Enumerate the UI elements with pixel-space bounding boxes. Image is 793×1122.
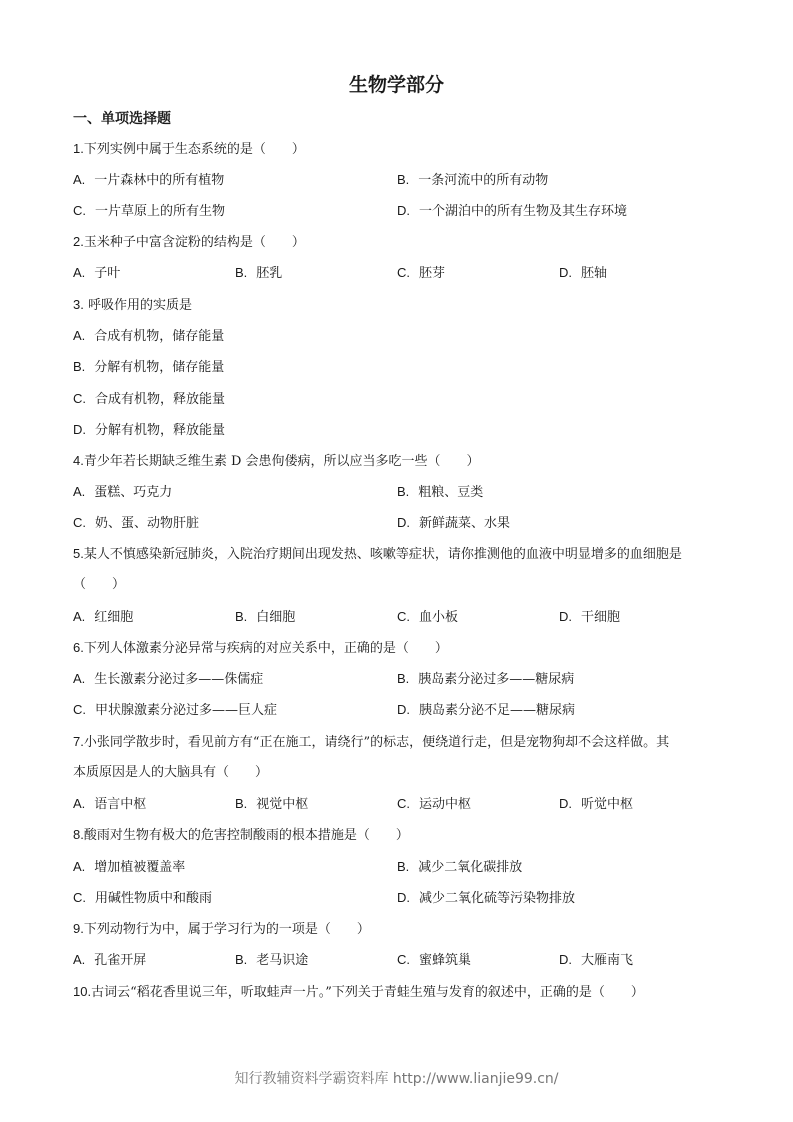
section-heading: 一、单项选择题 — [73, 111, 171, 127]
option-5a: A. 红细胞 — [73, 609, 134, 625]
question-4 — [73, 451, 723, 472]
question-text: 下列动物行为中，属于学习行为的一项是（ ） — [83, 922, 370, 937]
question-number: 4. — [73, 453, 84, 468]
option-7a: A. 语言中枢 — [73, 796, 147, 812]
option-5c: C. 血小板 — [397, 609, 459, 625]
question-1 — [73, 139, 723, 160]
option-2c: C. 胚芽 — [397, 265, 446, 281]
question-text: 玉米种子中富含淀粉的结构是（ ） — [83, 235, 305, 250]
question-number: 1. — [73, 141, 84, 156]
question-number: 3. — [73, 297, 84, 312]
option-8b: B. 减少二氧化碳排放 — [397, 859, 523, 875]
question-number: 5. — [73, 546, 84, 561]
question-text: 古词云“稻花香里说三年，听取蛙声一片。”下列关于青蛙生殖与发育的叙述中，正确的是（ ） — [91, 985, 644, 1000]
option-3b: B. 分解有机物，储存能量 — [73, 359, 225, 375]
option-3a: A. 合成有机物，储存能量 — [73, 328, 225, 344]
option-7d: D. 听觉中枢 — [559, 796, 634, 812]
question-7 — [73, 732, 723, 753]
option-8c: C. 用碱性物质中和酸雨 — [73, 890, 213, 906]
question-text: 某人不慎感染新冠肺炎，入院治疗期间出现发热、咳嗽等症状，请你推测他的血液中明显增多的血细胞是 — [83, 547, 682, 562]
option-5d: D. 干细胞 — [559, 609, 621, 625]
option-3d: D. 分解有机物，释放能量 — [73, 422, 226, 438]
option-5b: B. 白细胞 — [235, 609, 296, 625]
option-4c: C. 奶、蛋、动物肝脏 — [73, 515, 200, 531]
option-4b: B. 粗粮、豆类 — [397, 484, 484, 500]
option-9b: B. 老马识途 — [235, 952, 309, 968]
question-2 — [73, 232, 723, 253]
question-5 — [73, 544, 723, 565]
option-6a: A. 生长激素分泌过多——侏儒症 — [73, 671, 264, 687]
option-2b: B. 胚乳 — [235, 265, 283, 281]
option-6d: D. 胰岛素分泌不足——糖尿病 — [397, 702, 576, 718]
option-8a: A. 增加植被覆盖率 — [73, 859, 186, 875]
question-text: 小张同学散步时，看见前方有“正在施工，请绕行”的标志，便绕道行走，但是宠物狗却不会这样做。其 — [83, 735, 670, 750]
question-number: 6. — [73, 640, 84, 655]
option-1c: C. 一片草原上的所有生物 — [73, 203, 226, 219]
question-text: 青少年若长期缺乏维生素 D 会患佝偻病，所以应当多吃一些（ ） — [83, 454, 480, 469]
question-8 — [73, 825, 723, 846]
question-text: 酸雨对生物有极大的危害控制酸雨的根本措施是（ ） — [83, 828, 409, 843]
question-text: 呼吸作用的实质是 — [87, 298, 192, 313]
page-title: 生物学部分 — [348, 74, 444, 96]
option-4d: D. 新鲜蔬菜、水果 — [397, 515, 511, 531]
question-7-continued: 本质原因是人的大脑具有（ ） — [73, 765, 269, 780]
question-number: 9. — [73, 921, 84, 936]
question-number: 7. — [73, 734, 84, 749]
option-4a: A. 蛋糕、巧克力 — [73, 484, 173, 500]
option-8d: D. 减少二氧化硫等污染物排放 — [397, 890, 576, 906]
option-1d: D. 一个湖泊中的所有生物及其生存环境 — [397, 203, 628, 219]
question-text: 下列实例中属于生态系统的是（ ） — [83, 142, 305, 157]
option-7b: B. 视觉中枢 — [235, 796, 309, 812]
question-5-continued: （ ） — [73, 577, 126, 592]
option-2a: A. 子叶 — [73, 265, 121, 281]
option-3c: C. 合成有机物，释放能量 — [73, 391, 226, 407]
question-3 — [73, 295, 723, 316]
question-number: 10. — [73, 984, 92, 999]
option-1a: A. 一片森林中的所有植物 — [73, 172, 225, 188]
option-1b: B. 一条河流中的所有动物 — [397, 172, 549, 188]
option-6c: C. 甲状腺激素分泌过多——巨人症 — [73, 702, 278, 718]
question-6 — [73, 638, 723, 659]
option-2d: D. 胚轴 — [559, 265, 608, 281]
question-number: 2. — [73, 234, 84, 249]
option-9c: C. 蜜蜂筑巢 — [397, 952, 472, 968]
question-number: 8. — [73, 827, 84, 842]
option-9a: A. 孔雀开屏 — [73, 952, 147, 968]
footer-watermark: 知行教辅资料学霸资料库 http://www.lianjie99.cn/ — [234, 1071, 559, 1087]
question-9 — [73, 919, 723, 940]
option-9d: D. 大雁南飞 — [559, 952, 634, 968]
question-10 — [73, 982, 723, 1003]
option-6b: B. 胰岛素分泌过多——糖尿病 — [397, 671, 575, 687]
option-7c: C. 运动中枢 — [397, 796, 472, 812]
question-text: 下列人体激素分泌异常与疾病的对应关系中，正确的是（ ） — [83, 641, 448, 656]
